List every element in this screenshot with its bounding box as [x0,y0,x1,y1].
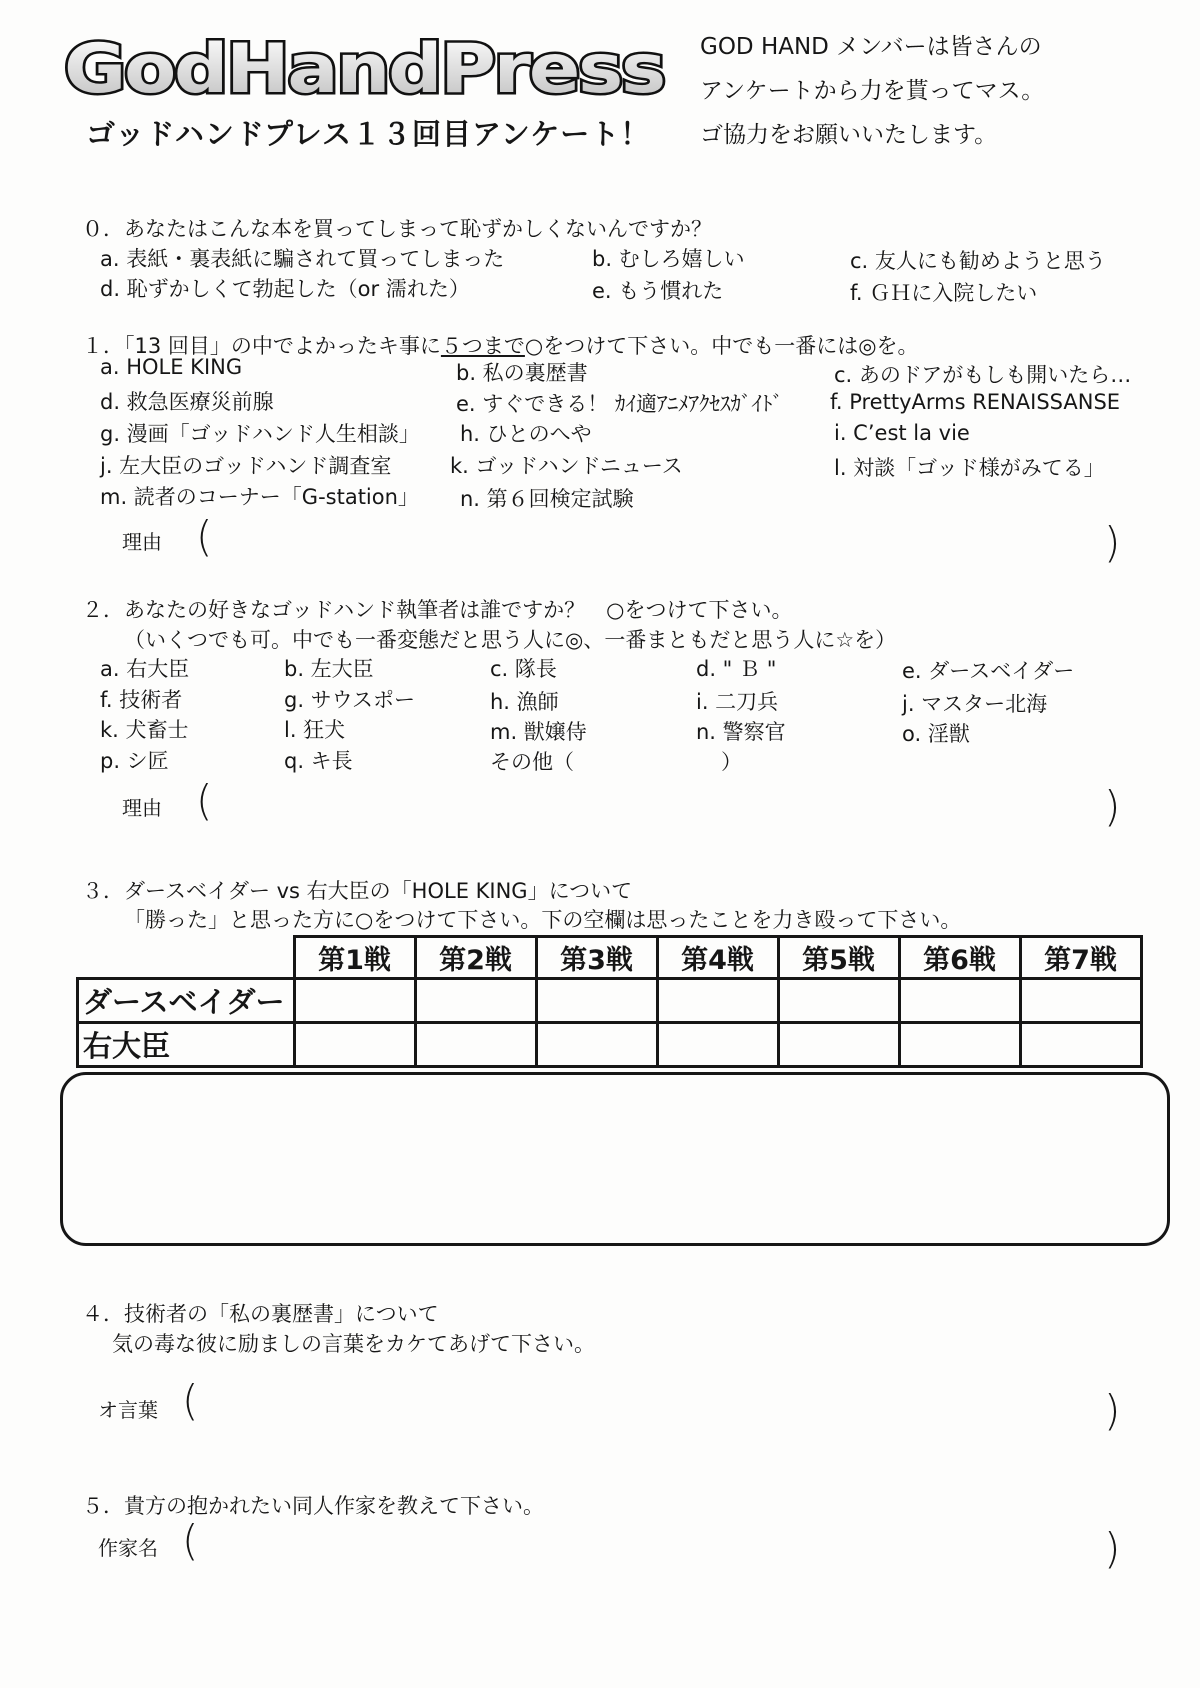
vote-cell[interactable] [778,979,899,1023]
q2-reason-field[interactable] [226,790,1092,826]
question-3-subtitle: 「勝った」と思った方に○をつけて下さい。下の空欄は思ったことを力き殴って下さい。 [124,908,962,932]
vote-cell[interactable] [1020,1023,1141,1067]
q1-title-emphasis: ５つまで [440,334,525,358]
q1-option-b[interactable]: b. 私の裏歴書 [456,361,588,385]
question-5-title: ５．貴方の抱かれたい同人作家を教えて下さい。 [82,1494,544,1518]
question-0-title: ０．あなたはこんな本を買ってしまって恥ずかしくないんですか？ [82,217,712,241]
free-comment-box[interactable] [60,1072,1170,1246]
q2-option-d[interactable]: d. " Ｂ " [696,657,777,681]
q1-title-pre: １．「13 回目」の中でよかったキ事に [82,334,441,358]
q5-open-paren: ( [182,1516,199,1565]
q1-option-m[interactable]: m. 読者のコーナー「G-station」 [100,485,419,509]
q1-option-j[interactable]: j. 左大臣のゴッドハンド調査室 [100,454,392,478]
q4-open-paren: ( [182,1376,199,1425]
q5-close-paren: ) [1104,1524,1121,1573]
q4-message-field[interactable] [212,1390,1092,1426]
q1-title-post: ○をつけて下さい。中でも一番には◎を。 [524,334,919,358]
battle-column-2: 第2戦 [415,937,536,979]
question-2-title: ２．あなたの好きなゴッドハンド執筆者は誰ですか？ ○をつけて下さい。 [82,598,793,622]
vote-cell[interactable] [657,1023,778,1067]
q1-option-g[interactable]: g. 漫画「ゴッドハンド人生相談」 [100,422,420,446]
q2-option-m[interactable]: m. 獣嬢侍 [490,720,587,744]
intro-line-3: ゴ協力をお願いいたします。 [700,122,998,148]
table-corner [78,937,295,979]
q2-option-q[interactable]: q. キ長 [284,749,353,773]
vote-cell[interactable] [778,1023,899,1067]
vote-cell[interactable] [536,979,657,1023]
godhandpress-logo [58,28,673,106]
q0-option-b[interactable]: b. むしろ嬉しい [592,247,745,271]
q1-reason-field[interactable] [226,524,1092,560]
battle-table [76,935,1143,1068]
q2-option-p[interactable]: p. シ匠 [100,749,169,773]
row-label-udaijin: 右大臣 [78,1023,295,1067]
q5-label: 作家名 [98,1536,158,1560]
vote-cell[interactable] [536,1023,657,1067]
q2-reason-label: 理由 [122,796,162,820]
vote-cell[interactable] [899,1023,1020,1067]
vote-cell[interactable] [415,1023,536,1067]
q2-option-other[interactable]: その他（ ） [490,750,742,774]
question-3-title: ３．ダースベイダー vs 右大臣の「HOLE KING」について [82,879,633,903]
question-4-title: ４．技術者の「私の裏歴書」について [82,1302,439,1326]
q1-reason-open-paren: ( [196,512,213,561]
q2-option-f[interactable]: f. 技術者 [100,688,183,712]
battle-column-4: 第4戦 [657,937,778,979]
question-4-subtitle: 気の毒な彼に励ましの言葉をカケてあげて下さい。 [112,1332,595,1356]
q5-author-field[interactable] [212,1528,1092,1564]
q2-option-j[interactable]: j. マスター北海 [902,692,1048,716]
vote-cell[interactable] [657,979,778,1023]
q2-option-c[interactable]: c. 隊長 [490,657,557,681]
q2-option-h[interactable]: h. 漁師 [490,690,559,714]
battle-header-row [78,937,1142,979]
q1-option-f[interactable]: f. PrettyArms RENAISSANSE [830,390,1121,414]
vote-cell[interactable] [899,979,1020,1023]
intro-line-1: GOD HAND メンバーは皆さんの [700,34,1042,60]
battle-column-5: 第5戦 [778,937,899,979]
q2-option-e[interactable]: e. ダースベイダー [902,659,1075,683]
q1-option-i[interactable]: i. C’est la vie [834,421,970,445]
vote-cell[interactable] [415,979,536,1023]
question-2-subtitle: （いくつでも可。中でも一番変態だと思う人に◎、一番まともだと思う人に☆を） [124,628,897,652]
q2-option-l[interactable]: l. 狂犬 [284,718,346,742]
q2-option-o[interactable]: o. 淫獣 [902,722,970,746]
q1-option-k[interactable]: k. ゴッドハンドニュース [450,454,683,478]
q1-reason-label: 理由 [122,530,162,554]
vote-cell[interactable] [294,1023,415,1067]
intro-line-2: アンケートから力を貰ってマス。 [700,78,1045,104]
q0-option-f[interactable]: f. ＧＨに入院したい [850,281,1038,305]
battle-column-1: 第1戦 [294,937,415,979]
q1-reason-close-paren: ) [1104,518,1121,567]
q0-option-d[interactable]: d. 恥ずかしくて勃起した（or 濡れた） [100,277,470,301]
q2-option-k[interactable]: k. 犬畜士 [100,718,189,742]
q2-reason-open-paren: ( [196,776,213,825]
table-row [78,1023,1142,1067]
svg-text:GodHandPress: GodHandPress [64,30,664,106]
q1-option-c[interactable]: c. あのドアがもしも開いたら… [834,363,1132,387]
row-label-darth-vader: ダースベイダー [78,979,295,1023]
q0-option-e[interactable]: e. もう慣れた [592,279,724,303]
q1-option-l[interactable]: l. 対談「ゴッド様がみてる」 [834,456,1105,480]
table-row [78,979,1142,1023]
q1-option-n[interactable]: n. 第６回検定試験 [460,487,634,511]
q4-close-paren: ) [1104,1386,1121,1435]
q1-option-d[interactable]: d. 救急医療災前腺 [100,390,274,414]
battle-column-6: 第6戦 [899,937,1020,979]
q2-reason-close-paren: ) [1104,782,1121,831]
vote-cell[interactable] [294,979,415,1023]
q1-option-a[interactable]: a. HOLE KING [100,355,243,379]
battle-column-3: 第3戦 [536,937,657,979]
vote-cell[interactable] [1020,979,1141,1023]
q0-option-a[interactable]: a. 表紙・裏表紙に騙されて買ってしまった [100,247,505,271]
q2-option-i[interactable]: i. 二刀兵 [696,690,779,714]
q4-label: オ言葉 [98,1398,158,1422]
logo-graphic [58,28,673,106]
q2-option-a[interactable]: a. 右大臣 [100,657,190,681]
q2-option-g[interactable]: g. サウスポー [284,688,416,712]
survey-title: ゴッドハンドプレス１３回目アンケート！ [86,117,651,151]
q2-option-n[interactable]: n. 警察官 [696,720,786,744]
q1-option-e[interactable]: e. すぐできる！ ｶｲ適ｱﾆﾒｱｸｾｽｶﾞｲﾄﾞ [456,392,783,416]
q0-option-c[interactable]: c. 友人にも勧めようと思う [850,249,1106,273]
q1-option-h[interactable]: h. ひとのへや [460,422,592,446]
battle-column-7: 第7戦 [1020,937,1141,979]
q2-option-b[interactable]: b. 左大臣 [284,657,374,681]
